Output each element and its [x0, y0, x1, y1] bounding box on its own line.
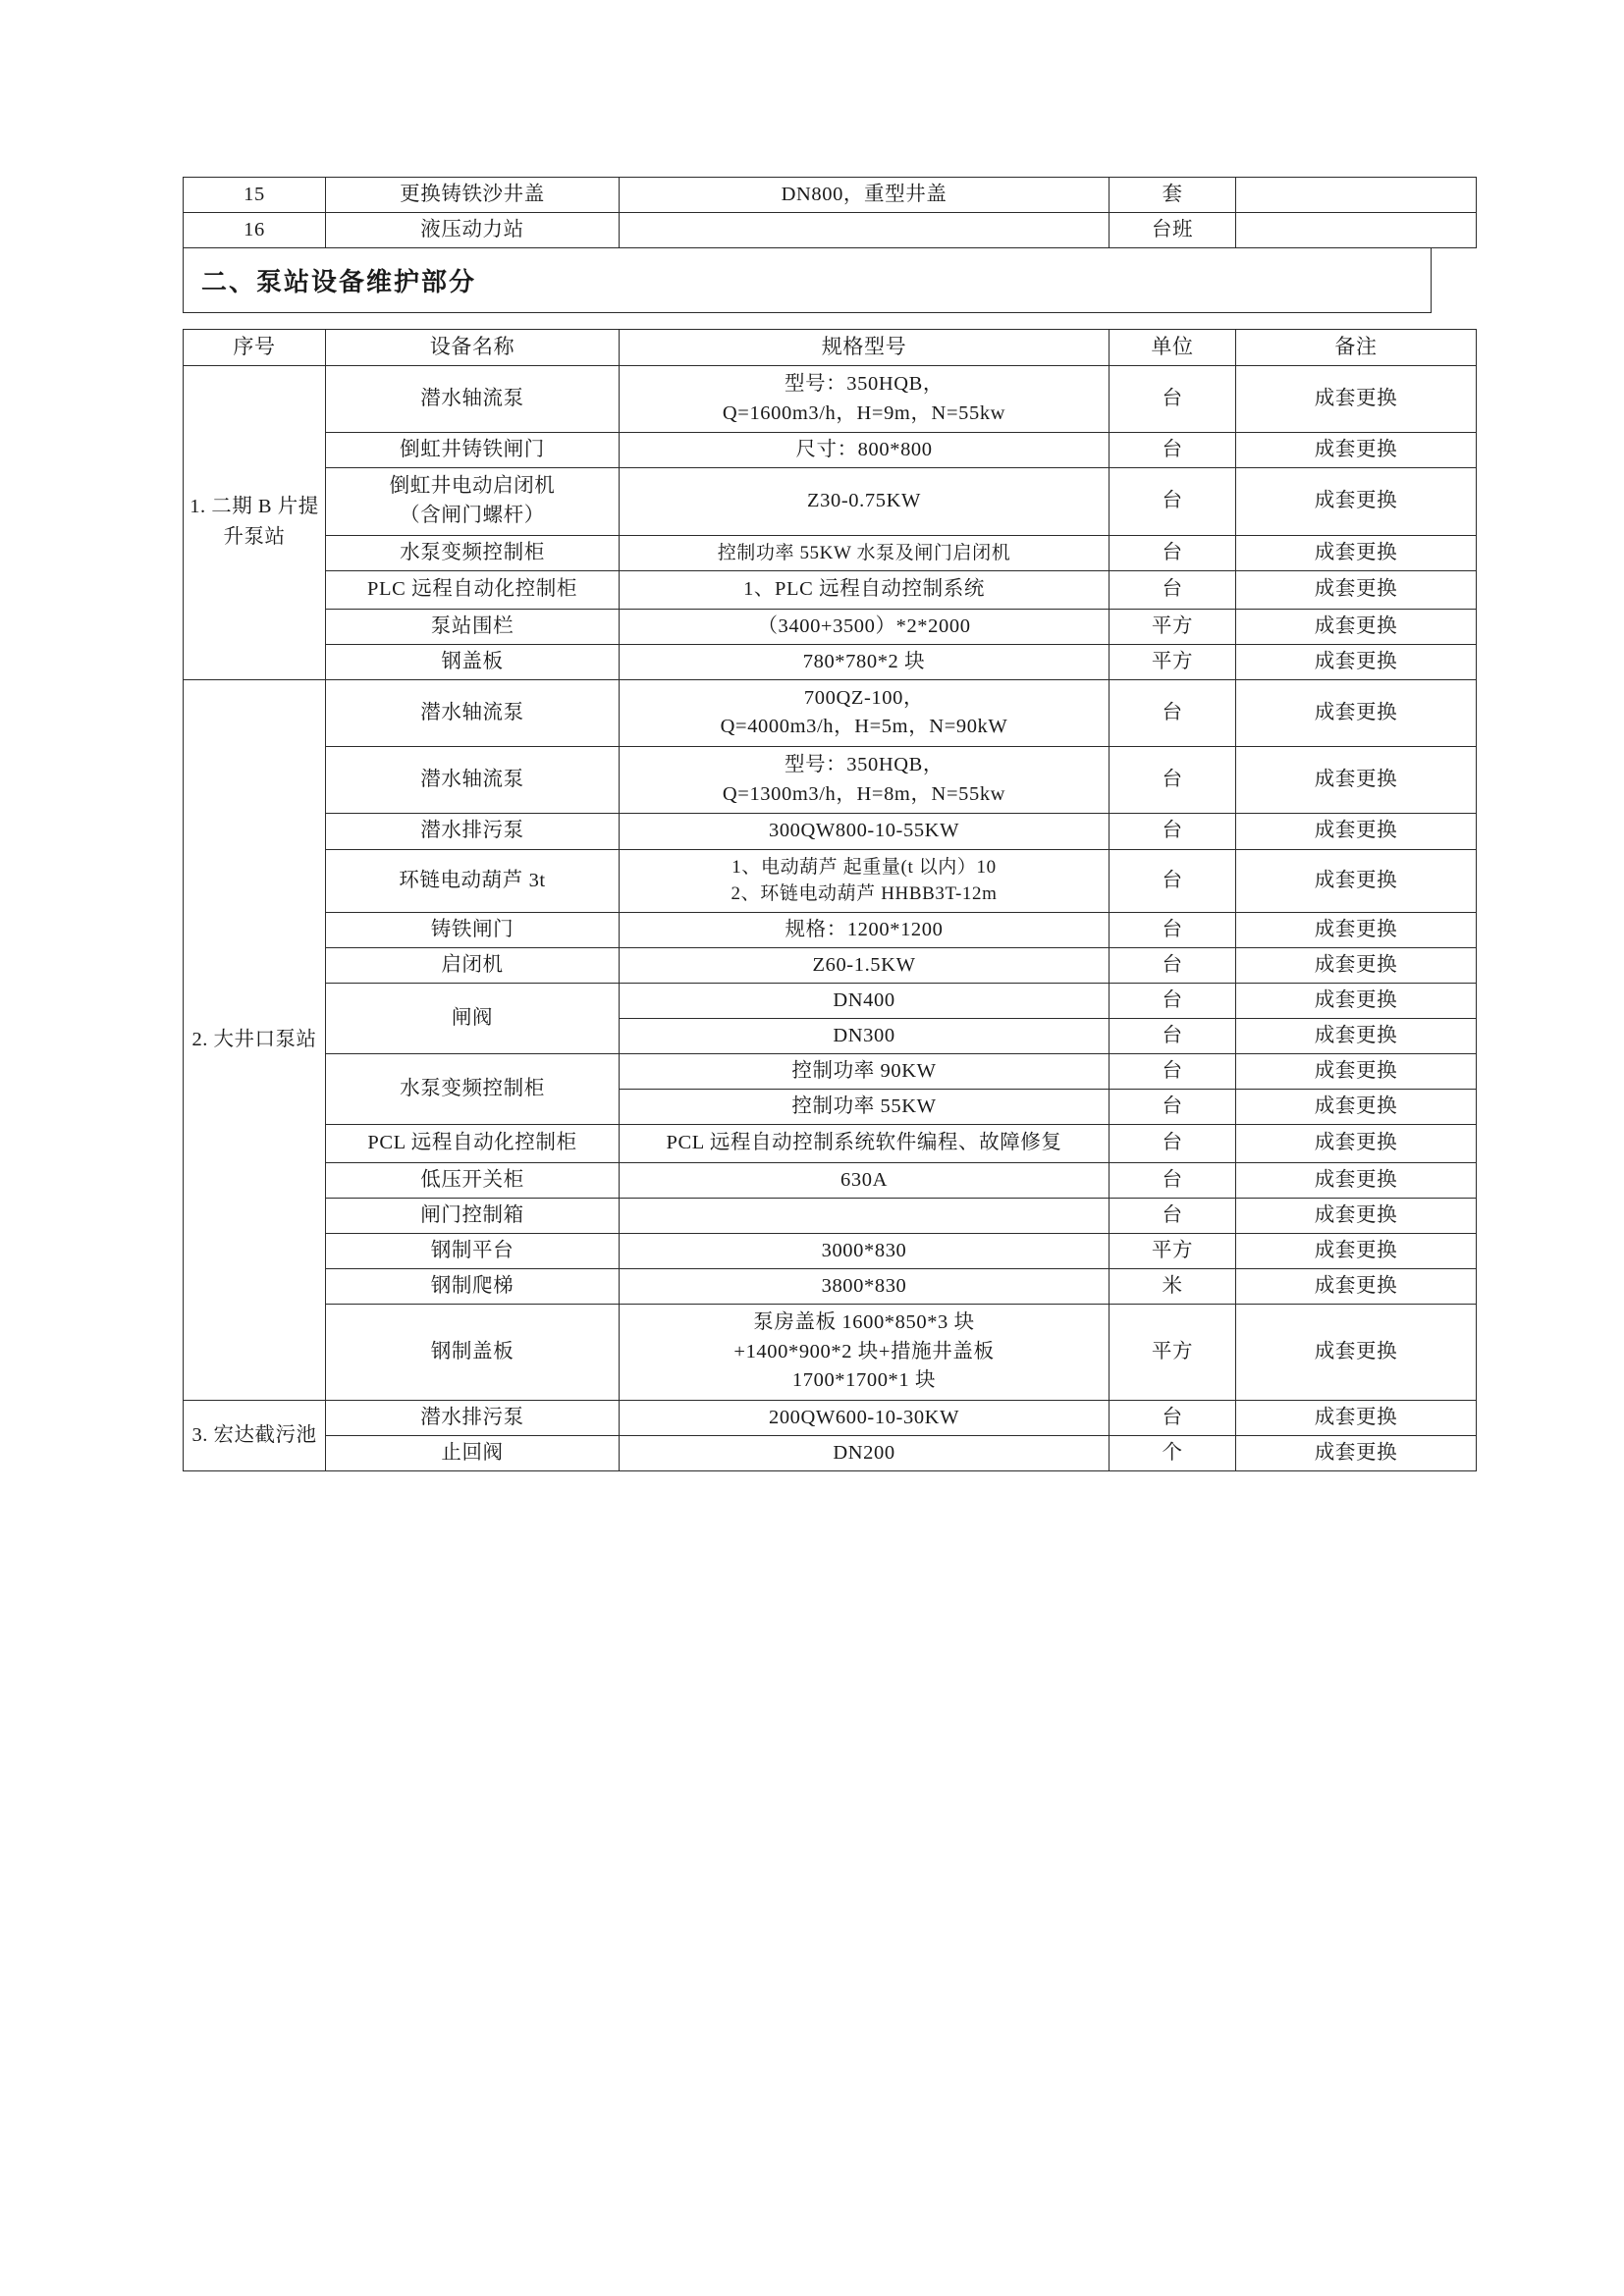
cell-remark: 成套更换: [1236, 609, 1477, 644]
cell-remark: 成套更换: [1236, 468, 1477, 535]
cell-spec: 200QW600-10-30KW: [620, 1400, 1110, 1435]
cell-spec: 控制功率 55KW 水泵及闸门启闭机: [620, 535, 1110, 570]
cell-name: 水泵变频控制柜: [326, 1053, 620, 1124]
cell-name: 钢制爬梯: [326, 1268, 620, 1304]
cell-remark: 成套更换: [1236, 1089, 1477, 1124]
cell-spec: Z60-1.5KW: [620, 947, 1110, 983]
cell-remark: 成套更换: [1236, 1436, 1477, 1471]
cell-spec: 控制功率 90KW: [620, 1053, 1110, 1089]
cell-unit: 平方: [1110, 1304, 1236, 1400]
table-row: [184, 912, 1477, 947]
table-row: [184, 1053, 1477, 1089]
cell-unit: 台: [1110, 1198, 1236, 1233]
table-row: [184, 814, 1477, 849]
table-row: [184, 433, 1477, 468]
cell-spec: 3000*830: [620, 1233, 1110, 1268]
cell-remark: 成套更换: [1236, 679, 1477, 746]
cell-spec: 泵房盖板 1600*850*3 块 +1400*900*2 块+措施井盖板 1700*1700*1 块: [620, 1304, 1110, 1400]
cell-unit: 平方: [1110, 644, 1236, 679]
table-row: [184, 679, 1477, 746]
cell-unit: 台: [1110, 747, 1236, 814]
cell-remark: 成套更换: [1236, 365, 1477, 432]
table-row: [184, 1304, 1477, 1400]
cell-name: 钢盖板: [326, 644, 620, 679]
page-mark: [245, 2076, 304, 2090]
cell-spec: [620, 213, 1110, 248]
table-row: [184, 535, 1477, 570]
cell-unit: 台: [1110, 1400, 1236, 1435]
cell-remark: [1236, 178, 1477, 213]
table-row: [184, 1400, 1477, 1435]
cell-unit: 台: [1110, 1053, 1236, 1089]
cell-name: PLC 远程自动化控制柜: [326, 570, 620, 609]
cell-remark: 成套更换: [1236, 433, 1477, 468]
cell-spec: PCL 远程自动控制系统软件编程、故障修复: [620, 1124, 1110, 1162]
cell-unit: 台: [1110, 535, 1236, 570]
cell-remark: 成套更换: [1236, 1162, 1477, 1198]
cell-spec: 3800*830: [620, 1268, 1110, 1304]
cell-spec: Z30-0.75KW: [620, 468, 1110, 535]
cell-spec: DN400: [620, 983, 1110, 1018]
cell-unit: 个: [1110, 1436, 1236, 1471]
cell-remark: 成套更换: [1236, 1198, 1477, 1233]
table-header-row: [184, 330, 1477, 366]
cell-name: 环链电动葫芦 3t: [326, 849, 620, 912]
cell-unit: 台: [1110, 365, 1236, 432]
cell-spec: [620, 1198, 1110, 1233]
table-row: [184, 213, 1477, 248]
cell-spec: DN200: [620, 1436, 1110, 1471]
table-section1-tail: [183, 177, 1477, 248]
table-row: [184, 849, 1477, 912]
cell-unit: 台班: [1110, 213, 1236, 248]
cell-spec: 780*780*2 块: [620, 644, 1110, 679]
cell-remark: 成套更换: [1236, 947, 1477, 983]
table-row: [184, 947, 1477, 983]
cell-name: 潜水排污泵: [326, 1400, 620, 1435]
cell-name: 低压开关柜: [326, 1162, 620, 1198]
spacer: [183, 313, 1432, 329]
cell-spec: 630A: [620, 1162, 1110, 1198]
cell-unit: 台: [1110, 912, 1236, 947]
cell-spec: 型号：350HQB， Q=1300m3/h，H=8m，N=55kw: [620, 747, 1110, 814]
cell-spec: 尺寸：800*800: [620, 433, 1110, 468]
group-label-2: 2. 大井口泵站: [184, 679, 326, 1400]
cell-name: 钢制平台: [326, 1233, 620, 1268]
cell-unit: 台: [1110, 1018, 1236, 1053]
cell-name: 潜水排污泵: [326, 814, 620, 849]
cell-unit: 台: [1110, 1089, 1236, 1124]
table-row: [184, 983, 1477, 1018]
cell-no: 15: [184, 178, 326, 213]
cell-spec: 型号：350HQB， Q=1600m3/h，H=9m，N=55kw: [620, 365, 1110, 432]
table-row: [184, 644, 1477, 679]
cell-unit: 台: [1110, 433, 1236, 468]
cell-remark: 成套更换: [1236, 1018, 1477, 1053]
cell-spec: 300QW800-10-55KW: [620, 814, 1110, 849]
cell-remark: 成套更换: [1236, 912, 1477, 947]
header-unit: 单位: [1110, 330, 1236, 366]
header-no: 序号: [184, 330, 326, 366]
cell-remark: 成套更换: [1236, 747, 1477, 814]
table-row: [184, 1124, 1477, 1162]
cell-name: 钢制盖板: [326, 1304, 620, 1400]
header-remark: 备注: [1236, 330, 1477, 366]
cell-unit: 台: [1110, 814, 1236, 849]
cell-spec: DN300: [620, 1018, 1110, 1053]
cell-spec: 控制功率 55KW: [620, 1089, 1110, 1124]
cell-remark: 成套更换: [1236, 644, 1477, 679]
cell-name: 泵站围栏: [326, 609, 620, 644]
cell-unit: 套: [1110, 178, 1236, 213]
cell-unit: 台: [1110, 468, 1236, 535]
table-row: [184, 747, 1477, 814]
cell-spec: 1、PLC 远程自动控制系统: [620, 570, 1110, 609]
cell-remark: 成套更换: [1236, 1053, 1477, 1089]
header-name: 设备名称: [326, 330, 620, 366]
cell-name: 倒虹井铸铁闸门: [326, 433, 620, 468]
cell-name: 液压动力站: [326, 213, 620, 248]
cell-unit: 平方: [1110, 1233, 1236, 1268]
cell-unit: 台: [1110, 570, 1236, 609]
table-row: [184, 1162, 1477, 1198]
cell-unit: 台: [1110, 1124, 1236, 1162]
group-label-3: 3. 宏达截污池: [184, 1400, 326, 1470]
cell-unit: 米: [1110, 1268, 1236, 1304]
cell-unit: 台: [1110, 849, 1236, 912]
header-spec: 规格型号: [620, 330, 1110, 366]
section-title: 二、泵站设备维护部分: [183, 248, 1432, 313]
cell-name: 倒虹井电动启闭机 （含闸门螺杆）: [326, 468, 620, 535]
cell-name: 启闭机: [326, 947, 620, 983]
table-row: [184, 1436, 1477, 1471]
cell-remark: 成套更换: [1236, 535, 1477, 570]
cell-remark: 成套更换: [1236, 1400, 1477, 1435]
table-row: [184, 178, 1477, 213]
cell-remark: 成套更换: [1236, 1304, 1477, 1400]
document-body: [183, 177, 1432, 1471]
cell-unit: 台: [1110, 983, 1236, 1018]
cell-name: 潜水轴流泵: [326, 747, 620, 814]
cell-name: 闸门控制箱: [326, 1198, 620, 1233]
cell-name: 潜水轴流泵: [326, 679, 620, 746]
cell-name: 闸阀: [326, 983, 620, 1053]
cell-remark: 成套更换: [1236, 1233, 1477, 1268]
cell-unit: 台: [1110, 1162, 1236, 1198]
table-row: [184, 365, 1477, 432]
cell-unit: 台: [1110, 947, 1236, 983]
cell-spec: 700QZ-100， Q=4000m3/h，H=5m，N=90kW: [620, 679, 1110, 746]
table-section2: [183, 329, 1477, 1471]
cell-name: 潜水轴流泵: [326, 365, 620, 432]
table-row: [184, 1198, 1477, 1233]
cell-spec: 1、电动葫芦 起重量(t 以内）10 2、环链电动葫芦 HHBB3T-12m: [620, 849, 1110, 912]
table-row: [184, 468, 1477, 535]
cell-name: 止回阀: [326, 1436, 620, 1471]
table-row: [184, 609, 1477, 644]
cell-name: PCL 远程自动化控制柜: [326, 1124, 620, 1162]
cell-unit: 平方: [1110, 609, 1236, 644]
cell-name: 铸铁闸门: [326, 912, 620, 947]
table-row: [184, 1233, 1477, 1268]
cell-remark: 成套更换: [1236, 814, 1477, 849]
cell-no: 16: [184, 213, 326, 248]
cell-spec: （3400+3500）*2*2000: [620, 609, 1110, 644]
cell-remark: 成套更换: [1236, 570, 1477, 609]
cell-remark: 成套更换: [1236, 983, 1477, 1018]
cell-spec: 规格：1200*1200: [620, 912, 1110, 947]
cell-unit: 台: [1110, 679, 1236, 746]
cell-remark: 成套更换: [1236, 1268, 1477, 1304]
cell-name: 水泵变频控制柜: [326, 535, 620, 570]
cell-name: 更换铸铁沙井盖: [326, 178, 620, 213]
group-label-1: 1. 二期 B 片提升泵站: [184, 365, 326, 679]
table-row: [184, 1268, 1477, 1304]
cell-spec: DN800，重型井盖: [620, 178, 1110, 213]
table-row: [184, 570, 1477, 609]
cell-remark: [1236, 213, 1477, 248]
cell-remark: 成套更换: [1236, 849, 1477, 912]
cell-remark: 成套更换: [1236, 1124, 1477, 1162]
